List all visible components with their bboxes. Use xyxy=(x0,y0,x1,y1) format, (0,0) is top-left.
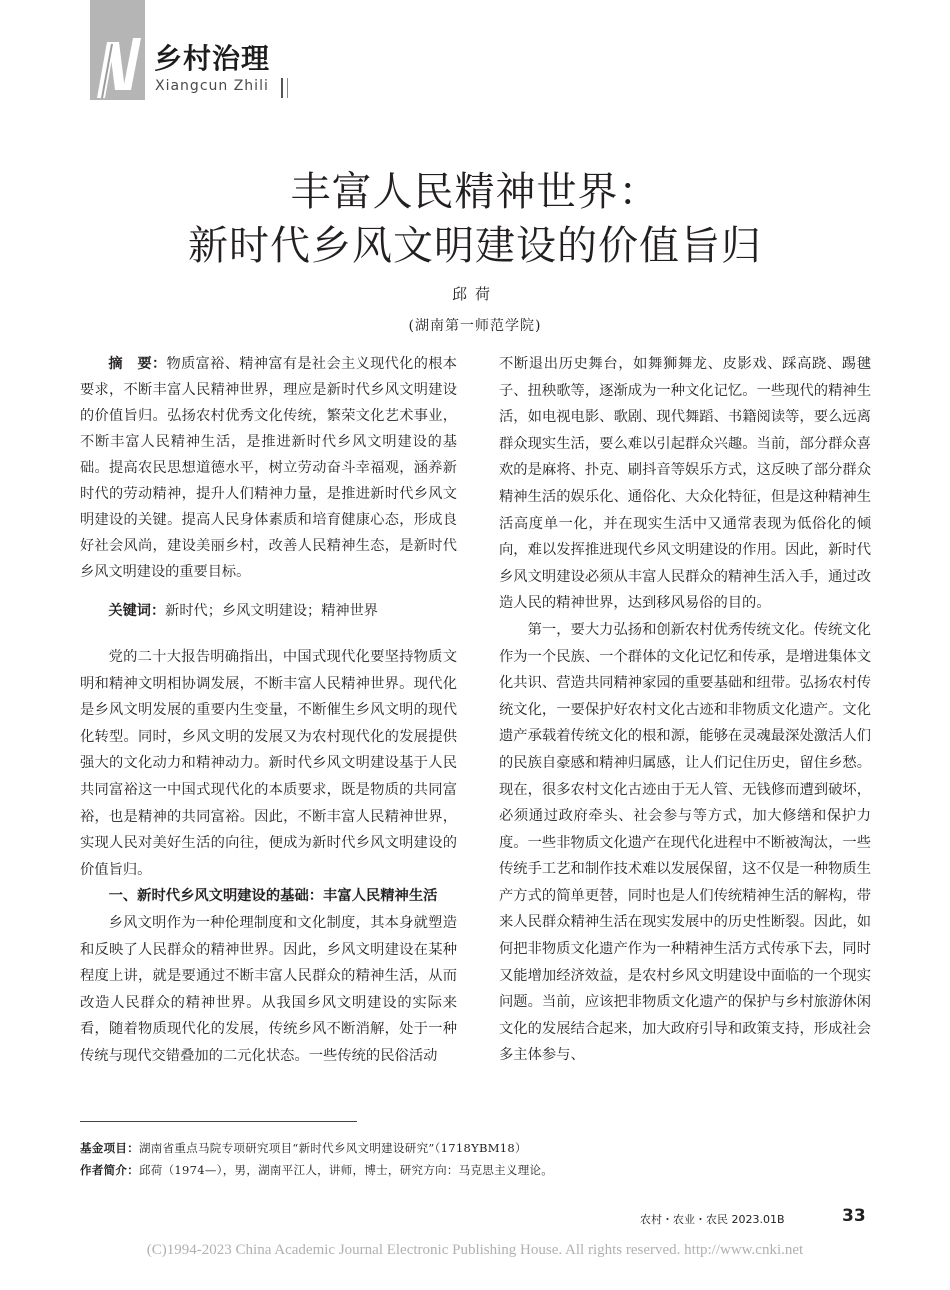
keywords-text: 新时代；乡风文明建设；精神世界 xyxy=(165,603,378,619)
footnote-fund xyxy=(80,1140,527,1156)
abstract xyxy=(80,351,457,585)
journal-citation: 农村・农业・农民 2023.01B xyxy=(640,1213,785,1226)
fund-label: 基金项目： xyxy=(80,1141,139,1155)
header-divider-thin xyxy=(287,78,288,98)
section-logo-icon xyxy=(93,34,145,100)
section-pinyin: Xiangcun Zhili xyxy=(155,78,269,94)
author-name: 邱荷 xyxy=(451,285,498,303)
fund-text: 湖南省重点马院专项研究项目“新时代乡风文明建设研究”（1718YBM18） xyxy=(139,1141,527,1155)
paragraph-1-continued: 不断退出历史舞台，如舞狮舞龙、皮影戏、踩高跷、踢毽子、扭秧歌等，逐渐成为一种文化记忆。一些现代的精神生活，如电视电影、歌剧、现代舞蹈、书籍阅读等，要么远离群众现实生活，要么难以引起群众兴趣。当前，部分群众喜欢的是麻将、扑克、刷抖音等娱乐方式，这反映了部分群众精神生活的娱乐化、通俗化、大众化特征，但是这种精神生活高度单一化，并在现实生活中又通常表现为低俗化的倾向，难以发挥推进现代乡风文明建设的作用。因此，新时代乡风文明建设必须从丰富人民群众的精神生活入手，通过改造人民的精神世界，达到移风易俗的目的。 xyxy=(499,356,871,612)
abstract-label: 摘 要： xyxy=(108,356,167,372)
paragraph-2: 第一，要大力弘扬和创新农村优秀传统文化。传统文化作为一个民族、一个群体的文化记忆和传承，是增进集体文化共识、营造共同精神家园的重要基础和纽带。弘扬农村传统文化，一要保护好农村文化古迹和非物质文化遗产。文化遗产承载着传统文化的根和源，能够在灵魂最深处激活人们的民族自豪感和精神归属感，让人们记住历史，留住乡愁。现在，很多农村文化古迹由于无人管、无钱修而遭到破坏，必须通过政府牵头、社会参与等方式，加大修缮和保护力度。一些非物质文化遗产在现代化进程中不断被淘汰，一些传统手工艺和制作技术难以发展保留，这不仅是一种物质生产方式的简单更替，同时也是人们传统精神生活的解构，带来人民群众精神生活在现实发展中的历史性断裂。因此，如何把非物质文化遗产作为一种精神生活方式传承下去，同时又能增加经济效益，是农村乡风文明建设中面临的一个现实问题。当前，应该把非物质文化遗产的保护与乡村旅游休闲文化的发展结合起来，加大政府引导和政策支持，形成社会多主体参与、 xyxy=(499,621,871,1064)
footnote-author xyxy=(80,1162,553,1178)
abstract-text: 物质富裕、精神富有是社会主义现代化的根本要求，不断丰富人民精神世界，理应是新时代乡风文明建设的价值旨归。弘扬农村优秀文化传统，繁荣文化艺术事业，不断丰富人民精神生活，是推进新时代乡风文明建设的基础。提高农民思想道德水平，树立劳动奋斗幸福观，涵养新时代的劳动精神，提升人们精神力量，是推进新时代乡风文明建设的关键。提高人民身体素质和培育健康心态，形成良好社会风尚，建设美丽乡村，改善人民精神生态，是新时代乡风文明建设的重要目标。 xyxy=(80,356,457,580)
section-heading-1: 一、新时代乡风文明建设的基础：丰富人民精神生活 xyxy=(108,888,438,905)
author-affiliation: (湖南第一师范学院) xyxy=(408,318,542,334)
author-bio-label: 作者简介： xyxy=(80,1163,139,1177)
header-divider xyxy=(281,78,283,98)
footnote-rule xyxy=(80,1121,357,1122)
section-title: 乡村治理 xyxy=(154,42,271,75)
author-bio-text: 邱荷（1974—），男，湖南平江人，讲师，博士，研究方向：马克思主义理论。 xyxy=(139,1163,554,1177)
keywords xyxy=(80,598,457,624)
copyright-watermark: (C)1994-2023 China Academic Journal Electronic Publishing House. All rights reserved. http://www.cnki.net xyxy=(146,1242,804,1258)
paragraph-1: 乡风文明作为一种伦理制度和文化制度，其本身就塑造和反映了人民群众的精神世界。因此，乡风文明建设在某种程度上讲，就是要通过不断丰富人民群众的精神生活，从而改造人民群众的精神世界。从我国乡风文明建设的实际来看，随着物质现代化的发展，传统乡风不断消解，处于一种传统与现代交错叠加的二元化状态。一些传统的民俗活动 xyxy=(80,914,457,1064)
page-number: 33 xyxy=(842,1206,866,1226)
keywords-label: 关键词： xyxy=(108,603,166,619)
right-column-body xyxy=(499,351,871,1069)
article-title-line1: 丰富人民精神世界： xyxy=(290,169,660,215)
article-title-line2: 新时代乡风文明建设的价值旨归 xyxy=(188,223,762,269)
left-column-body xyxy=(80,644,457,1070)
intro-paragraph: 党的二十大报告明确指出，中国式现代化要坚持物质文明和精神文明相协调发展，不断丰富人民精神世界。现代化是乡风文明发展的重要内生变量，不断催生乡风文明的现代化转型。同时，乡风文明的发展又为农村现代化的发展提供强大的文化动力和精神动力。新时代乡风文明建设基于人民共同富裕这一中国式现代化的本质要求，既是物质的共同富裕，也是精神的共同富裕。因此，不断丰富人民精神世界，实现人民对美好生活的向往，便成为新时代乡风文明建设的价值旨归。 xyxy=(80,649,457,878)
